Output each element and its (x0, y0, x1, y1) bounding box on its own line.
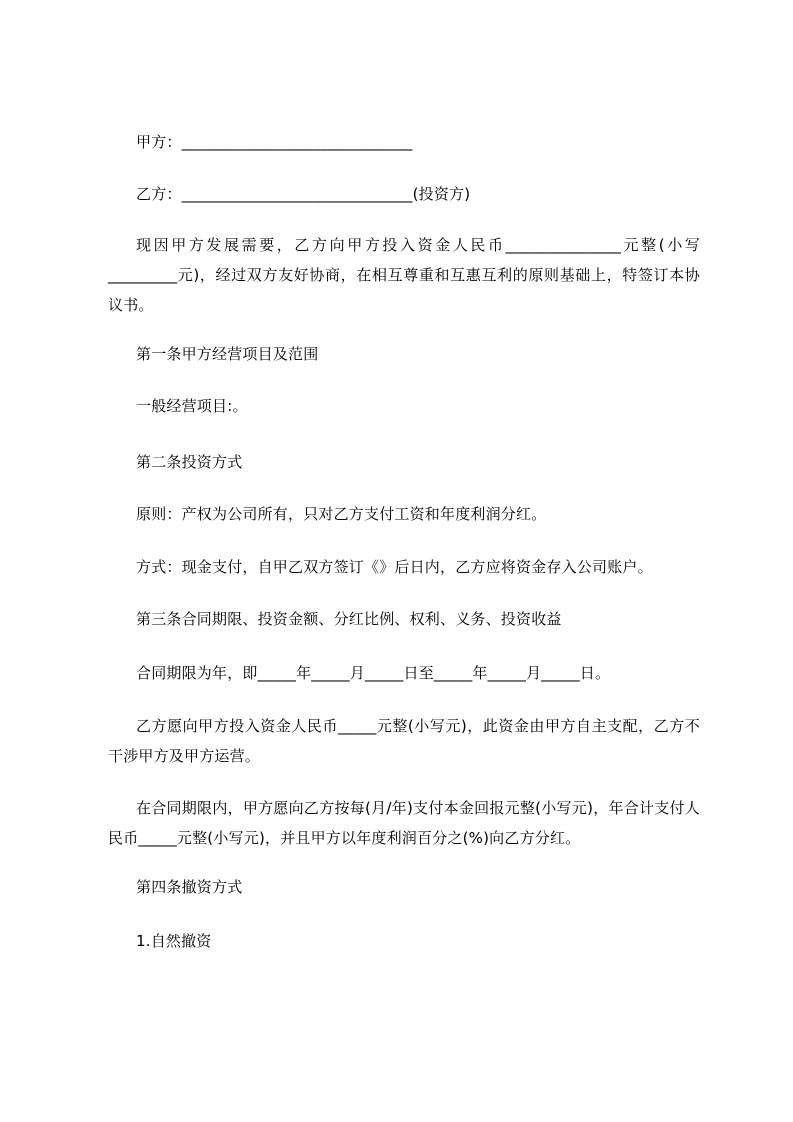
article-2-method: 方式：现金支付，自甲乙双方签订《》后日内，乙方应将资金存入公司账户。 (136, 558, 653, 576)
article-4-title: 第四条撤资方式 (136, 878, 243, 896)
article-1-item: 一般经营项目:。 (136, 397, 248, 415)
article-4-item-1: 1.自然撤资 (136, 932, 212, 950)
article-3-term: 合同期限为年，即_____年_____月_____日至_____年_____月_____日。 (136, 664, 611, 682)
article-3-title: 第三条合同期限、投资金额、分红比例、权利、义务、投资收益 (136, 610, 562, 628)
article-2-principle: 原则：产权为公司所有，只对乙方支付工资和年度利润分红。 (136, 505, 547, 523)
article-3-return: 在合同期限内，甲方愿向乙方按每(月/年)支付本金回报元整(小写元)，年合计支付人民币_____元整(小写元)，并且甲方以年度利润百分之(%)向乙方分红。 (108, 799, 700, 847)
intro-paragraph: 现因甲方发展需要，乙方向甲方投入资金人民币_______________元整(小写_________元)，经过双方友好协商，在相互尊重和互惠互利的原则基础上，特签订本协议书。 (108, 236, 700, 314)
party-a-line: 甲方：______________________________ (136, 133, 413, 151)
article-2-title: 第二条投资方式 (136, 453, 243, 471)
article-3-investment: 乙方愿向甲方投入资金人民币_____元整(小写元)，此资金由甲方自主支配，乙方不干涉甲方及甲方运营。 (108, 717, 700, 765)
party-b-line: 乙方：______________________________(投资方) (136, 185, 471, 203)
article-1-title: 第一条甲方经营项目及范围 (136, 345, 319, 363)
